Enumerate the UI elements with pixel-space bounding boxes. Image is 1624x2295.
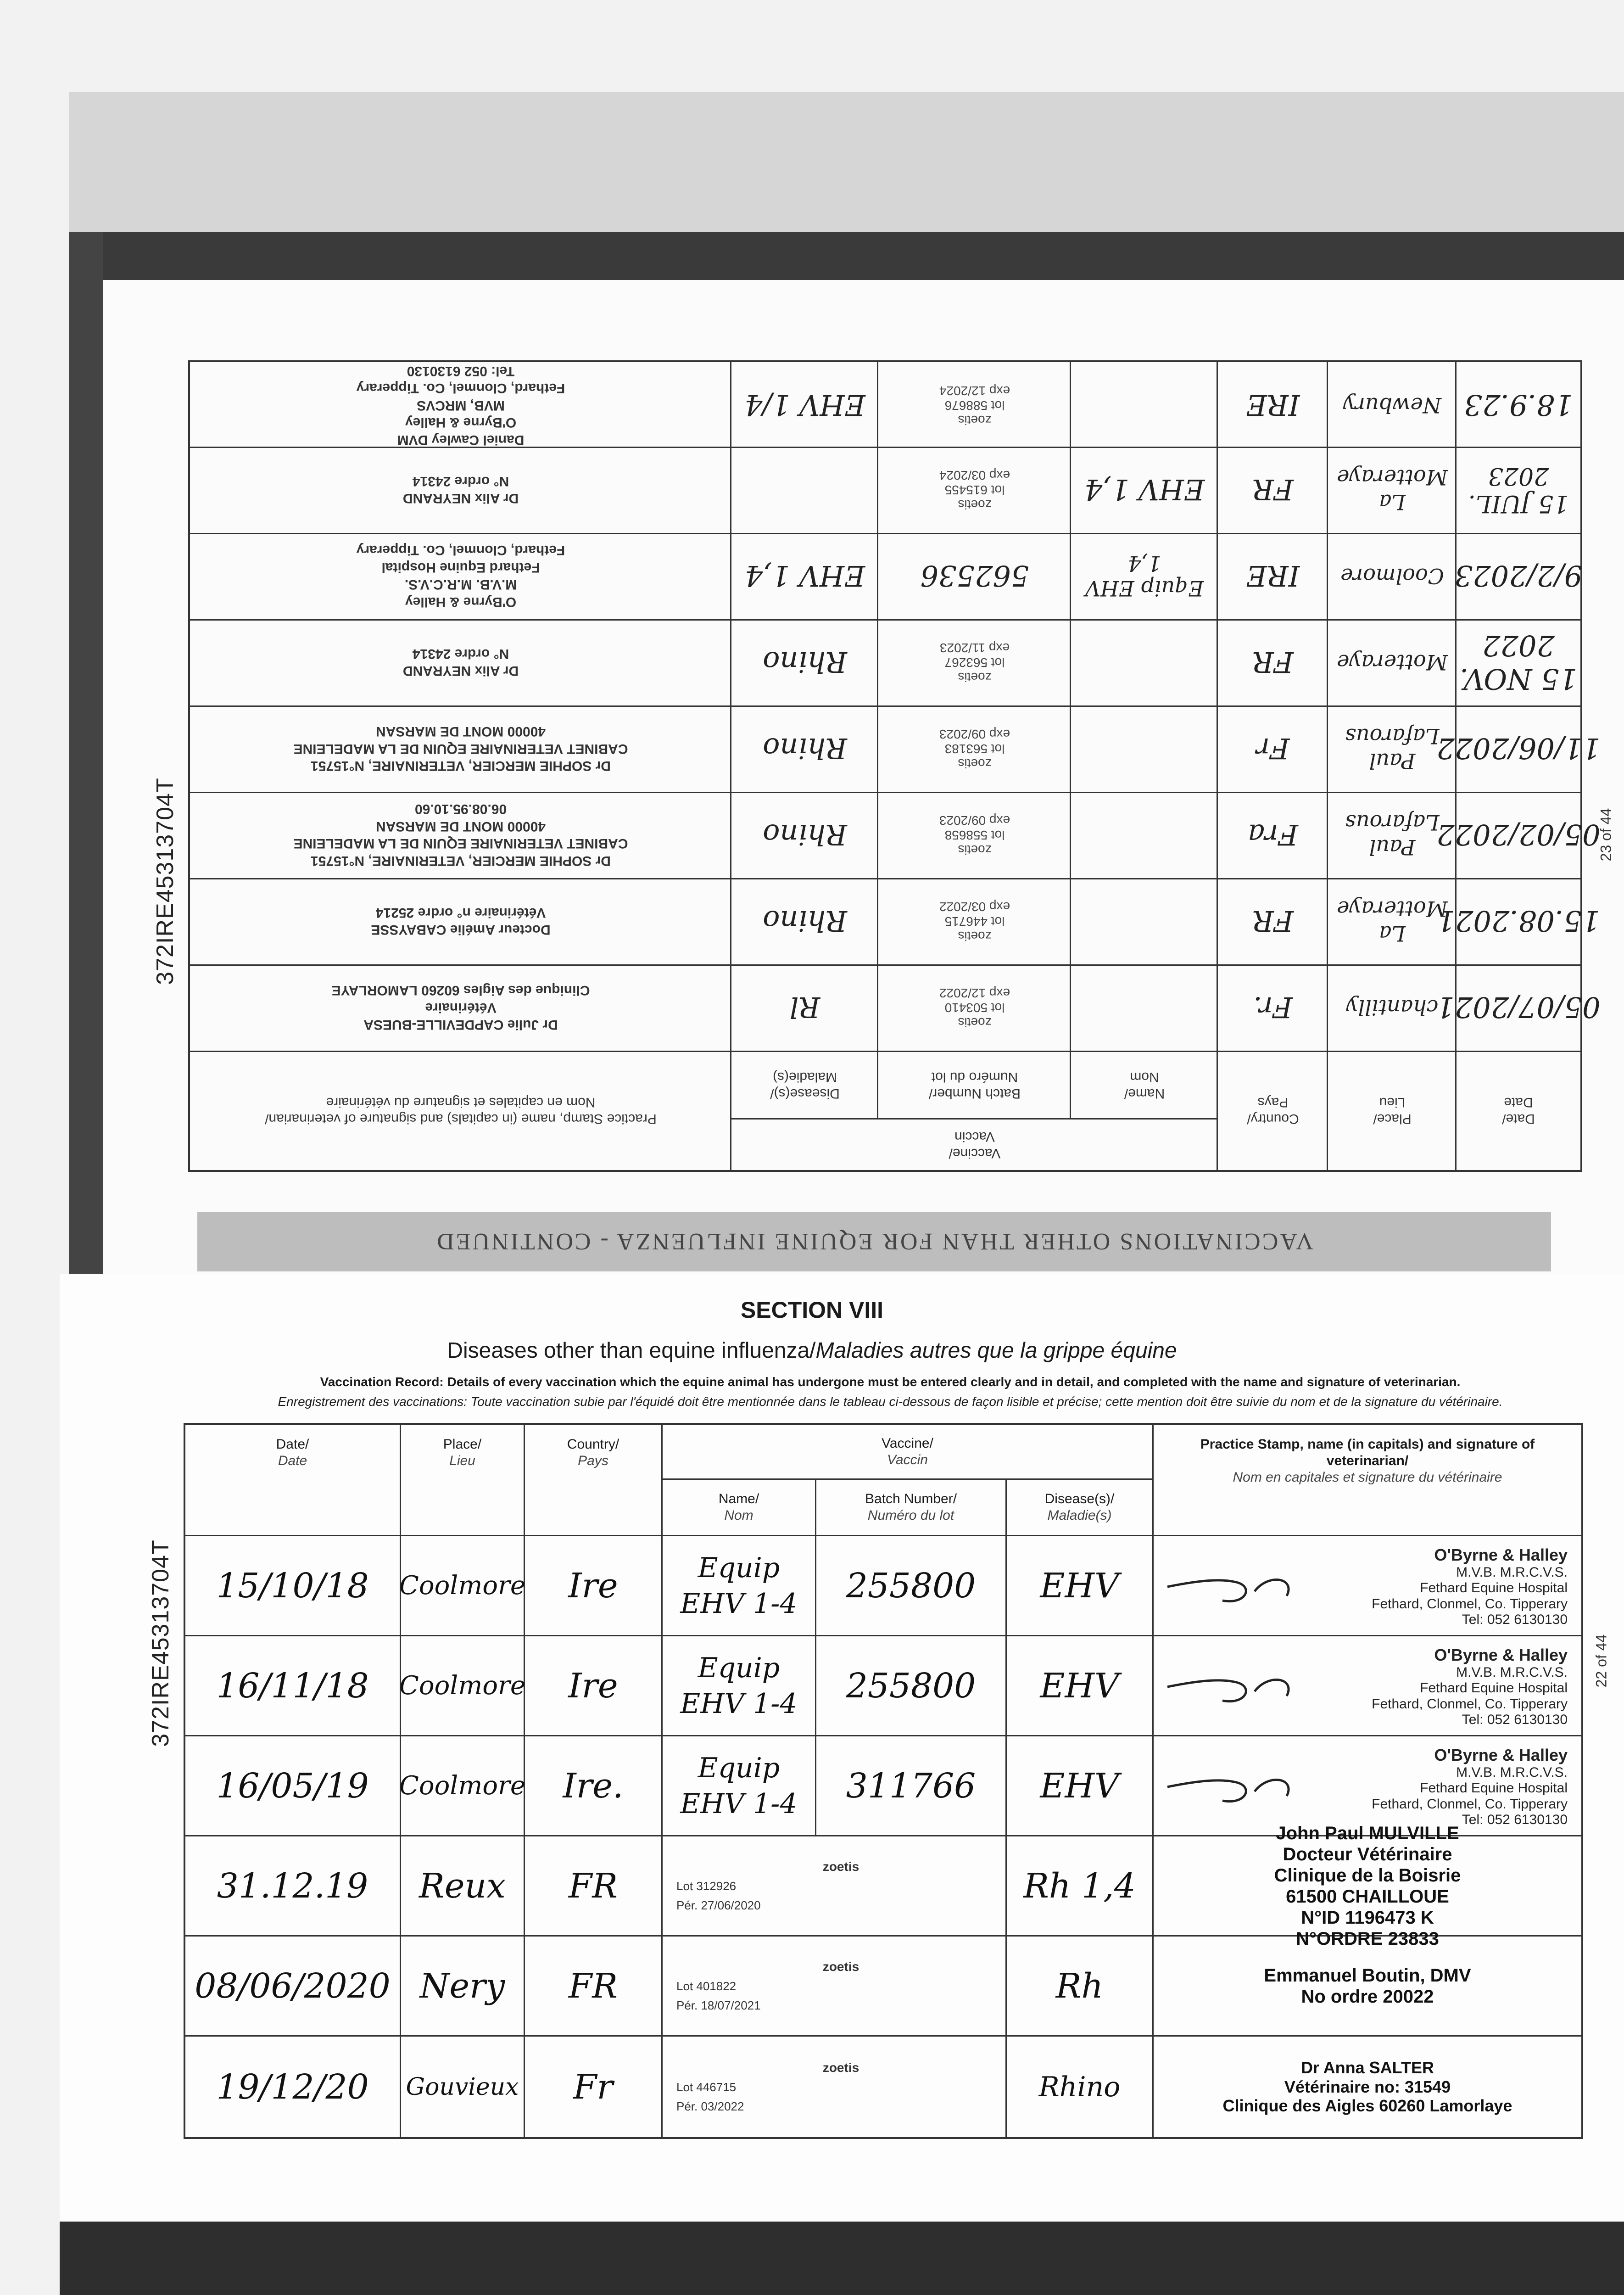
zoetis-lot: Lot 401822 — [676, 1979, 737, 1993]
signature — [1163, 1655, 1300, 1710]
upper-grid-line — [877, 362, 878, 1120]
header-vaccine — [663, 1425, 1154, 1480]
upper-vet-stamp: O'Byrne & Halley M.V.B. M.R.C.V.S. Fethard Equine Hospital Fethard, Clonmel, Co. Tipperary — [356, 543, 565, 610]
row-vaccine-name: Equip EHV 1-4 — [663, 1736, 816, 1836]
upper-batch: zoetis lot 563267 exp 11/2023 — [939, 641, 1010, 684]
upper-header-date: Date/ Date — [1502, 1095, 1535, 1126]
upper-date: 05/02/2022 — [1436, 818, 1601, 852]
row-date: 19/12/20 — [185, 2037, 401, 2137]
description-en: Vaccination Record: Details of every vaccination which the equine animal has undergone must be entered clearly and in detail, and completed with the name and signature of veterinarian. — [320, 1375, 1461, 1389]
upper-row — [190, 792, 1601, 878]
stamp-text — [1372, 1646, 1568, 1728]
upper-row — [190, 705, 1601, 792]
header-place-en: Place/ — [443, 1437, 482, 1452]
upper-place: Coolmore — [1340, 564, 1444, 588]
row-country: Fr — [525, 2037, 663, 2137]
upper-row — [190, 533, 1583, 619]
lower-page-number: 22 of 44 — [1593, 1634, 1610, 1688]
zoetis-brand: zoetis — [822, 1959, 859, 1974]
upper-section-heading: VACCINATIONS OTHER THAN FOR EQUINE INFLUENZA - CONTINUED — [435, 1228, 1313, 1255]
zoetis-expiry: Pér. 27/06/2020 — [676, 1898, 761, 1912]
row-zoetis-label — [663, 1836, 1007, 1937]
zoetis-brand: zoetis — [822, 1859, 859, 1874]
upper-disease: Rhino — [763, 904, 847, 938]
stamp-lines: M.V.B. M.R.C.V.S. Fethard Equine Hospital Fethard, Clonmel, Co. Tipperary Tel: 052 6130130 — [1372, 1764, 1568, 1827]
header-vaccine-fr: Vaccin — [887, 1452, 928, 1467]
header-disease-fr: Maladie(s) — [1047, 1508, 1112, 1523]
upper-date: 11/06/2022 — [1436, 732, 1601, 766]
upper-vaccination-table — [188, 360, 1601, 1172]
row-disease: Rhino — [1007, 2037, 1154, 2137]
upper-row — [190, 878, 1600, 964]
upper-disease: EHV 1/4 — [744, 388, 865, 422]
header-vaccine-en: Vaccine/ — [882, 1435, 933, 1451]
upper-grid-line — [731, 1118, 1218, 1120]
upper-grid-line — [1455, 362, 1457, 1170]
scanner-edge-top — [69, 232, 1624, 287]
signature — [1163, 1755, 1300, 1810]
upper-vaccine-name — [1071, 792, 1218, 878]
header-disease — [1007, 1480, 1154, 1536]
upper-batch: zoetis lot 588676 exp 12/2024 — [939, 384, 1010, 427]
upper-place: Newbury — [1343, 393, 1441, 418]
row-date: 08/06/2020 — [185, 1937, 401, 2037]
header-date-fr: Date — [278, 1453, 307, 1468]
upper-vaccine-name: Equip EHV 1,4 — [1085, 551, 1204, 601]
stamp-text — [1372, 1746, 1568, 1828]
upper-header-disease: Disease(s)/ Maladie(s) — [770, 1069, 840, 1101]
upper-vaccine-name — [1071, 705, 1218, 792]
scanner-edge-bottom — [60, 2222, 1624, 2295]
upper-row — [190, 447, 1580, 533]
upper-grid-line — [1327, 362, 1328, 1170]
row-batch: 255800 — [816, 1536, 1007, 1636]
row-place: Nery — [401, 1937, 525, 2037]
upper-vet-stamp: Dr SOPHIE MERCIER, VETERINAIRE, N°15751 CABINET VETERINAIRE EQUIN DE LA MADELEINE 40000 MONT DE MARSAN 06.08.95.10.60 — [293, 801, 628, 868]
stamp-lines: M.V.B. M.R.C.V.S. Fethard Equine Hospital Fethard, Clonmel, Co. Tipperary Tel: 052 6130130 — [1372, 1564, 1568, 1627]
upper-place: chantilly — [1346, 995, 1439, 1020]
header-place-fr: Lieu — [449, 1453, 475, 1468]
upper-header-vaccine: Vaccine/ Vaccin — [949, 1129, 1001, 1161]
row-place: Coolmore — [401, 1736, 525, 1836]
upper-country: FR — [1252, 645, 1294, 679]
header-name-en: Name/ — [718, 1491, 759, 1506]
upper-vaccine-name: EHV 1,4 — [1084, 473, 1205, 507]
section-subtitle — [0, 1338, 1624, 1363]
stamp-block: John Paul MULVILLE Docteur Vétérinaire Clinique de la Boisrie 61500 CHAILLOUE N°ID 1196473 K N°ORDRE 23833 — [1274, 1823, 1461, 1949]
row-country: Ire — [525, 1536, 663, 1636]
upper-disease — [731, 447, 878, 533]
stamp-area — [1154, 1636, 1581, 1735]
upper-date: 15 NOV. 2022 — [1459, 629, 1578, 696]
row-vet-stamp — [1154, 1823, 1581, 1949]
upper-row — [190, 964, 1601, 1051]
upper-disease: Rl — [789, 991, 820, 1024]
row-zoetis-label — [663, 1937, 1007, 2037]
upper-header-batch: Batch Number/ Numéro du lot — [928, 1069, 1021, 1101]
row-disease: Rh 1,4 — [1007, 1836, 1154, 1937]
header-stamp — [1154, 1425, 1581, 1536]
upper-vet-stamp: Dr SOPHIE MERCIER, VETERINAIRE, N°15751 CABINET VETERINAIRE EQUIN DE LA MADELEINE 40000 MONT DE MARSAN — [293, 724, 628, 774]
upper-side-id-wrap — [138, 753, 193, 1010]
signature — [1163, 1555, 1300, 1610]
zoetis-lot: Lot 312926 — [676, 1879, 737, 1893]
header-batch — [816, 1480, 1007, 1536]
row-date: 15/10/18 — [185, 1536, 401, 1636]
upper-header-place: Place/ Lieu — [1373, 1095, 1412, 1126]
row-vet-stamp — [1154, 1536, 1581, 1636]
upper-disease: EHV 1,4 — [744, 559, 865, 593]
upper-disease: Rhino — [763, 818, 847, 852]
row-country: Ire — [525, 1636, 663, 1736]
zoetis-lot: Lot 446715 — [676, 2080, 737, 2094]
upper-header-name: Name/ Nom — [1124, 1069, 1165, 1101]
header-country — [525, 1425, 663, 1536]
scanner-background — [69, 92, 1624, 232]
upper-disease: Rhino — [763, 732, 847, 766]
header-name-fr: Nom — [724, 1508, 753, 1523]
upper-place: Paul Lafarous — [1345, 724, 1440, 773]
upper-country: FR — [1252, 473, 1294, 507]
row-place: Coolmore — [401, 1636, 525, 1736]
stamp-area — [1154, 1536, 1581, 1635]
row-disease: Rh — [1007, 1937, 1154, 2037]
header-batch-fr: Numéro du lot — [867, 1508, 954, 1523]
stamp-lines: M.V.B. M.R.C.V.S. Fethard Equine Hospital Fethard, Clonmel, Co. Tipperary Tel: 052 6130130 — [1372, 1664, 1568, 1727]
upper-date: 9/2/2023 — [1454, 559, 1583, 593]
row-country: FR — [525, 1937, 663, 2037]
upper-country: FR — [1252, 904, 1294, 938]
header-stamp-en: Practice Stamp, name (in capitals) and signature of veterinarian/ — [1200, 1437, 1535, 1468]
stamp-text — [1372, 1545, 1568, 1628]
upper-vet-stamp: Dr Julie CAPDEVILLE-BUESA Vétérinaire Clinique des Aigles 60260 LAMORLAYE — [331, 983, 590, 1033]
upper-country: Fr — [1256, 732, 1290, 766]
upper-place: La Motteraye — [1337, 465, 1448, 515]
upper-vet-stamp: Daniel Cawley DVM O'Byrne & Halley MVB, MRCVS Fethard, Clonmel, Co. Tipperary Tel: 052 6130130 — [356, 363, 565, 448]
row-vaccine-name: Equip EHV 1-4 — [663, 1536, 816, 1636]
upper-grid-line — [1217, 362, 1218, 1170]
row-date: 16/05/19 — [185, 1736, 401, 1836]
header-country-en: Country/ — [567, 1437, 619, 1452]
row-zoetis-label — [663, 2037, 1007, 2137]
upper-place: Motteraye — [1337, 650, 1448, 675]
stamp-block: Dr Anna SALTER Vétérinaire no: 31549 Clinique des Aigles 60260 Lamorlaye — [1222, 2058, 1512, 2116]
upper-vaccine-name — [1071, 878, 1218, 964]
upper-batch: zoetis lot 558658 exp 09/2023 — [939, 813, 1010, 857]
zoetis-expiry: Pér. 03/2022 — [676, 2099, 744, 2113]
header-disease-en: Disease(s)/ — [1044, 1491, 1115, 1506]
subtitle-en: Diseases other than equine influenza/ — [447, 1338, 816, 1363]
header-name — [663, 1480, 816, 1536]
vaccination-table — [184, 1423, 1583, 2139]
upper-date: 15.08.2021 — [1437, 904, 1600, 938]
header-date-en: Date/ — [276, 1437, 309, 1452]
lower-side-id-wrap — [138, 1515, 184, 1772]
zoetis-brand: zoetis — [822, 2060, 859, 2075]
lower-side-id: 372IRE45313704T — [147, 1539, 174, 1747]
upper-vaccine-name — [1071, 964, 1218, 1051]
upper-header-country: Country/ Pays — [1247, 1095, 1299, 1126]
stamp-area — [1154, 1736, 1581, 1835]
upper-vet-stamp: Docteur Amélie CABAYSSE Vétérinaire n° ordre 25214 — [371, 905, 551, 938]
upper-disease: Rhino — [763, 645, 847, 679]
row-batch: 311766 — [816, 1736, 1007, 1836]
stamp-title: O'Byrne & Halley — [1434, 1646, 1568, 1664]
header-stamp-fr: Nom en capitales et signature du vétérinaire — [1233, 1470, 1502, 1485]
upper-row — [190, 619, 1580, 705]
upper-place: La Motteraye — [1337, 896, 1448, 946]
upper-header-stamp: Practice Stamp, name (in capitals) and signature of veterinarian/ Nom en capitales et signature du vétérinaire — [265, 1095, 657, 1126]
row-vaccine-name: Equip EHV 1-4 — [663, 1636, 816, 1736]
row-place: Gouvieux — [401, 2037, 525, 2137]
upper-side-id: 372IRE45313704T — [152, 778, 179, 985]
upper-country: Fra — [1248, 818, 1298, 852]
row-place: Reux — [401, 1836, 525, 1937]
upper-place: Paul Lafarous — [1345, 810, 1440, 860]
subtitle-fr: Maladies autres que la grippe équine — [815, 1338, 1177, 1363]
row-vet-stamp — [1154, 1736, 1581, 1836]
row-vet-stamp — [1154, 2037, 1581, 2137]
row-disease: EHV — [1007, 1536, 1154, 1636]
row-place: Coolmore — [401, 1536, 525, 1636]
scanner-edge-left — [69, 232, 103, 1274]
row-disease: EHV — [1007, 1736, 1154, 1836]
upper-vaccine-name — [1071, 619, 1218, 705]
upper-country: IRE — [1246, 559, 1300, 593]
upper-grid-line — [730, 362, 731, 1170]
stamp-title: O'Byrne & Halley — [1434, 1545, 1568, 1564]
header-place — [401, 1425, 525, 1536]
row-vet-stamp — [1154, 1636, 1581, 1736]
row-vet-stamp — [1154, 1937, 1581, 2037]
upper-vaccine-name — [1071, 364, 1218, 447]
row-batch: 255800 — [816, 1636, 1007, 1736]
row-date: 31.12.19 — [185, 1836, 401, 1937]
upper-batch: zoetis lot 446715 exp 03/2022 — [939, 900, 1010, 943]
row-country: Ire. — [525, 1736, 663, 1836]
header-country-fr: Pays — [578, 1453, 608, 1468]
description-fr: Enregistrement des vaccinations: Toute vaccination subie par l'équidé doit être mentionnée dans le tableau ci-dessous de façon lisible et précise; cette mention doit être suivie du nom et de la signature du vétérinaire. — [278, 1394, 1503, 1409]
stamp-title: O'Byrne & Halley — [1434, 1746, 1568, 1764]
header-date — [185, 1425, 401, 1536]
upper-vet-stamp: Dr Alix NEYRAND N° ordre 24314 — [402, 646, 519, 679]
upper-batch: zoetis lot 615455 exp 03/2024 — [939, 468, 1010, 512]
upper-date: 05/07/2021 — [1436, 991, 1601, 1024]
zoetis-expiry: Pér. 18/07/2021 — [676, 1998, 761, 2012]
row-disease: EHV — [1007, 1636, 1154, 1736]
stamp-block: Emmanuel Boutin, DMV No ordre 20022 — [1264, 1965, 1471, 2007]
upper-batch: zoetis lot 503410 exp 12/2022 — [939, 986, 1010, 1030]
upper-grid-line — [1070, 362, 1071, 1120]
row-date: 16/11/18 — [185, 1636, 401, 1736]
section-title: SECTION VIII — [740, 1297, 884, 1323]
upper-country: IRE — [1246, 388, 1300, 422]
upper-date: 15 JUIL. 2023 — [1468, 462, 1569, 517]
upper-date: 18.9.23 — [1464, 388, 1573, 422]
upper-batch: zoetis lot 563183 exp 09/2023 — [939, 727, 1010, 771]
upper-country: Fr. — [1253, 991, 1293, 1024]
upper-row — [190, 364, 1580, 447]
upper-page-number: 23 of 44 — [1597, 808, 1614, 862]
upper-vet-stamp: Dr Alix NEYRAND N° ordre 24314 — [402, 474, 519, 506]
upper-header-row — [190, 1051, 1580, 1170]
row-country: FR — [525, 1836, 663, 1937]
upper-batch: 562536 — [920, 559, 1029, 593]
header-batch-en: Batch Number/ — [865, 1491, 957, 1506]
